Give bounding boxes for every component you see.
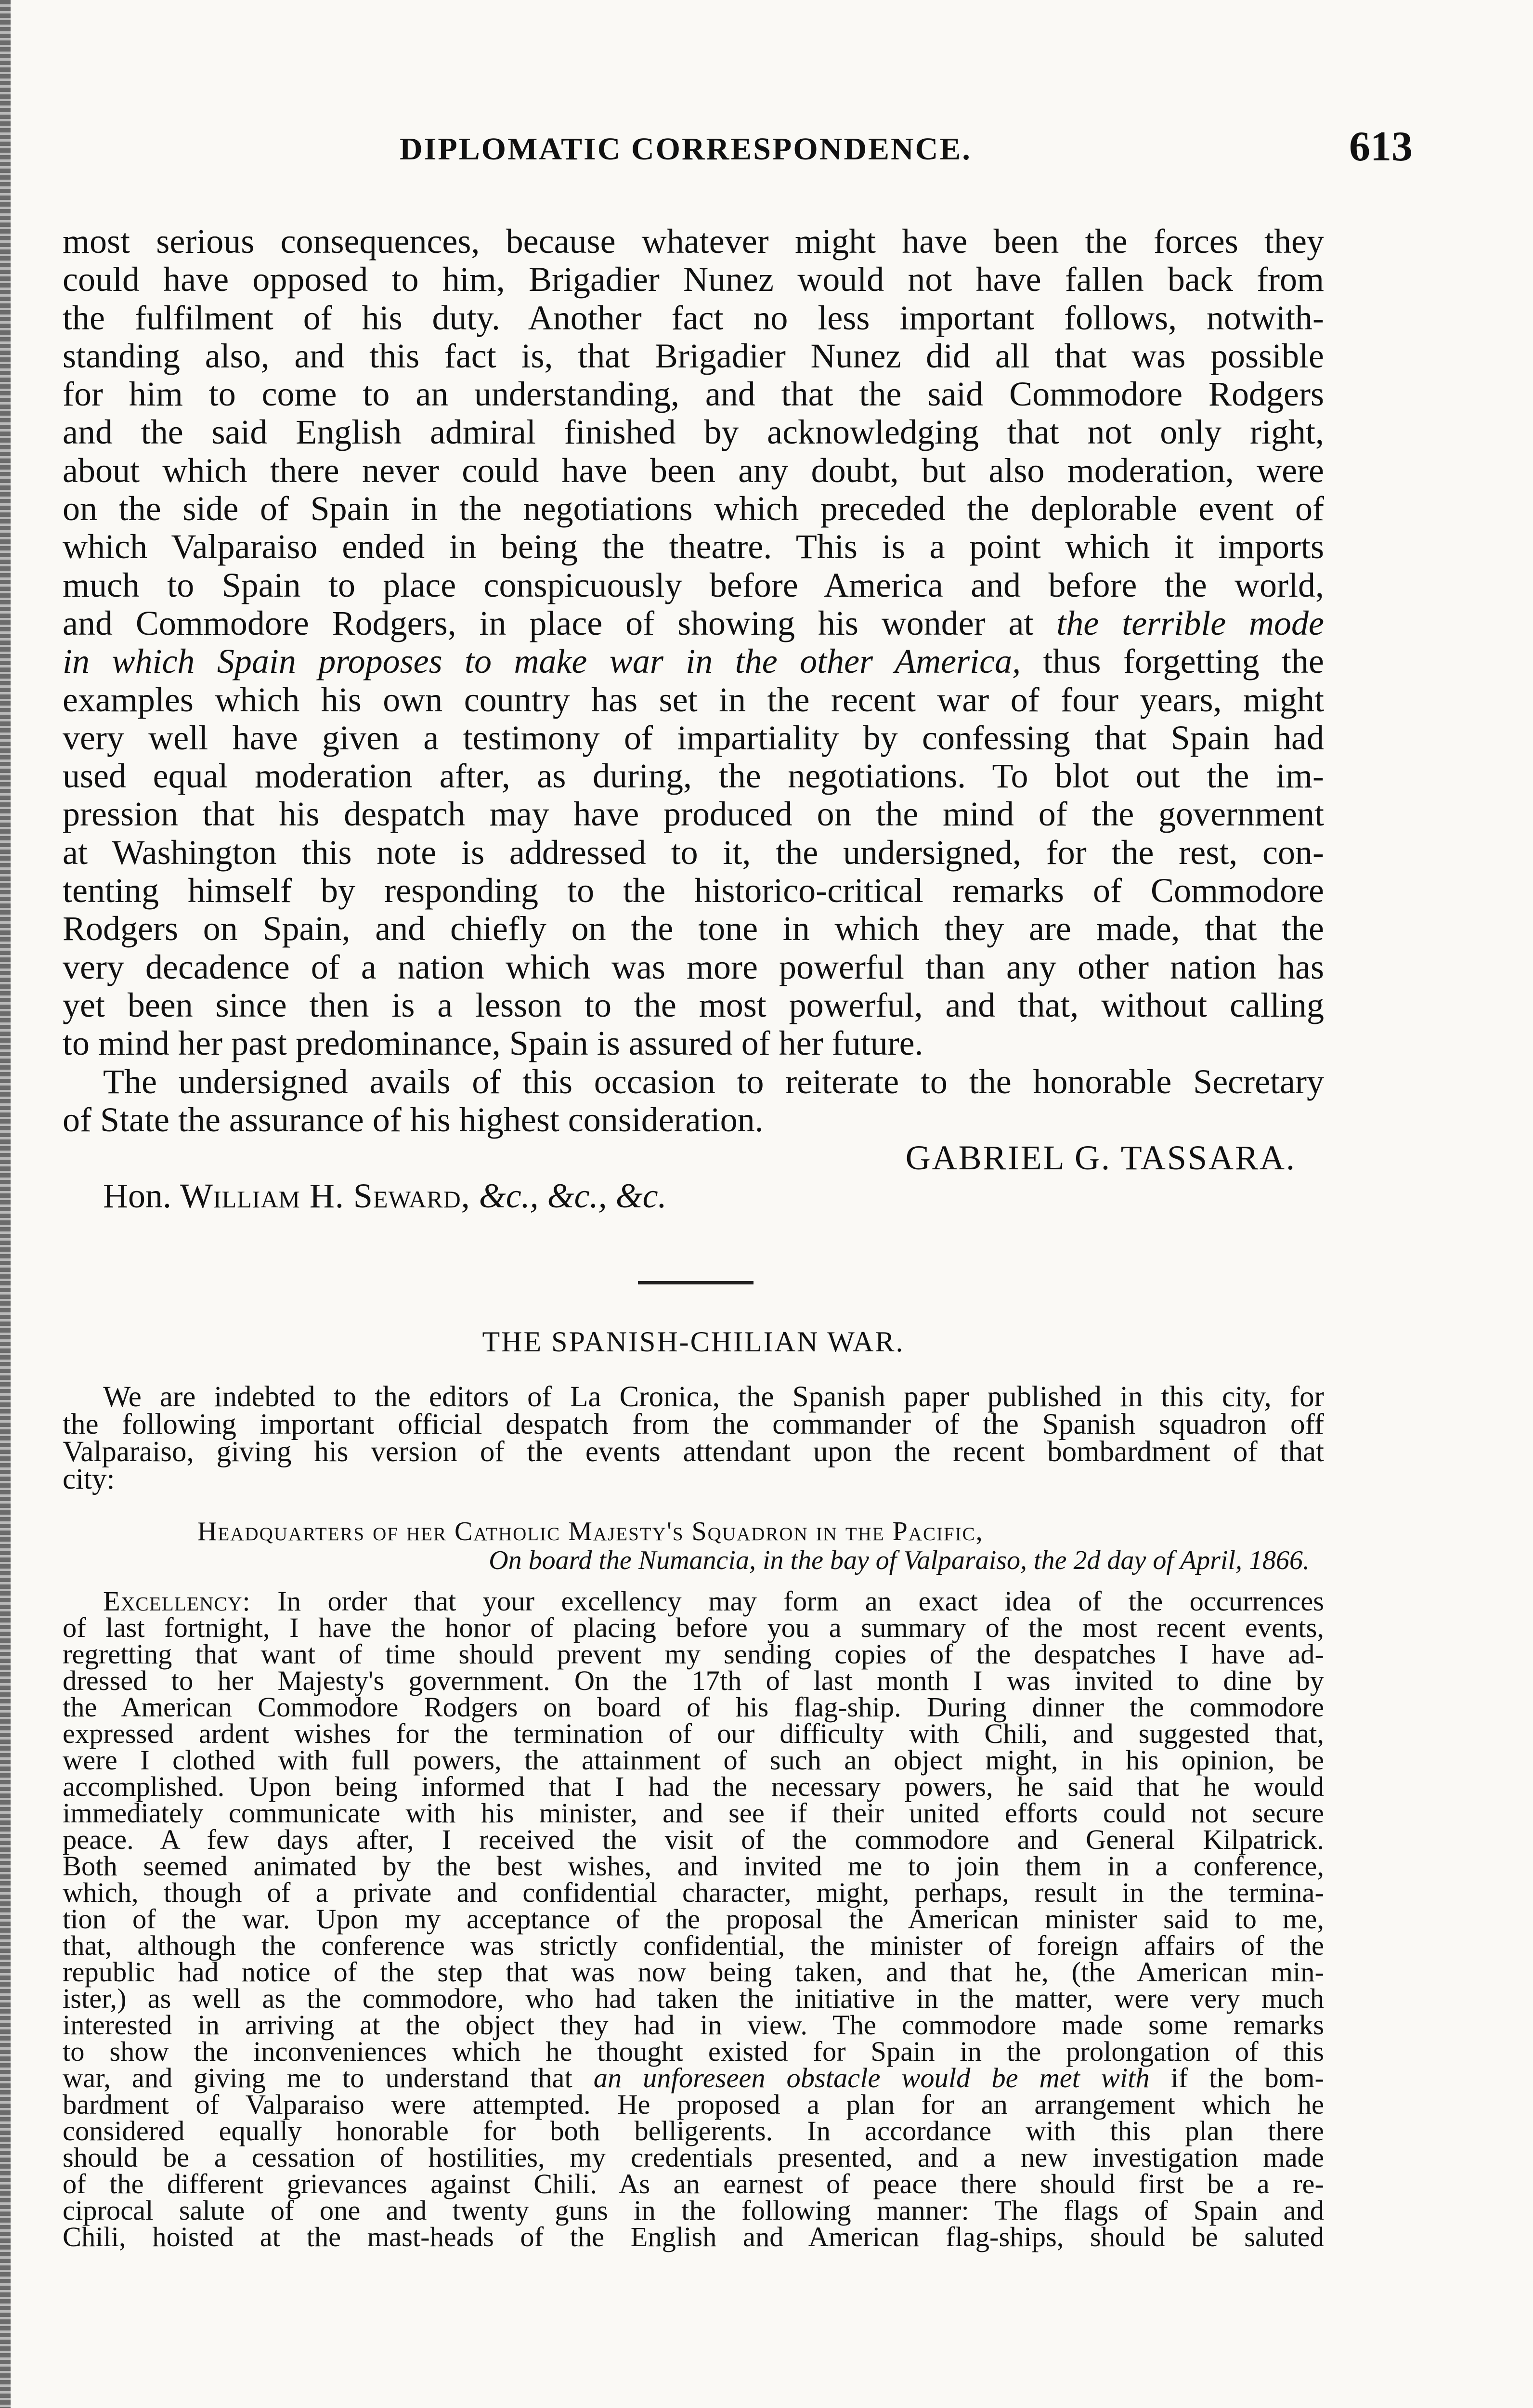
text-line: republic had notice of the step that was now being taken, and that he, (the American min- bbox=[63, 1956, 1324, 1988]
text-line: bardment of Valparaiso were attempted. He proposed a plan for an arrangement which he bbox=[63, 2089, 1324, 2120]
text-line: which, though of a private and confidential character, might, perhaps, result in the termina- bbox=[63, 1877, 1324, 1908]
text-line: We are indebted to the editors of La Cronica, the Spanish paper published in this city, for bbox=[103, 1381, 1324, 1413]
text-line: Valparaiso, giving his version of the events attendant upon the recent bombardment of that bbox=[63, 1436, 1324, 1468]
section-title: THE SPANISH-CHILIAN WAR. bbox=[482, 1326, 905, 1358]
text-line: dressed to her Majesty's government. On the 17th of last month I was invited to dine by bbox=[63, 1665, 1324, 1696]
signature-line bbox=[63, 1139, 1324, 1177]
section-divider bbox=[638, 1281, 754, 1284]
text-run: thus forgetting the bbox=[1021, 642, 1324, 681]
text-line: were I clothed with full powers, the attainment of such an object might, in his opinion, be bbox=[63, 1744, 1324, 1776]
binding-gutter bbox=[0, 0, 11, 2408]
text-line bbox=[63, 2062, 1325, 2094]
text-line: very decadence of a nation which was more powerful than any other nation has bbox=[63, 947, 1324, 986]
text-line: much to Spain to place conspicuously before America and before the world, bbox=[63, 565, 1324, 604]
text-line: the fulfilment of his duty. Another fact no less important follows, notwith- bbox=[63, 298, 1324, 337]
text-line: standing also, and this fact is, that Brigadier Nunez did all that was possible bbox=[63, 336, 1324, 375]
letter-text bbox=[63, 222, 1324, 1216]
text-line: of last fortnight, I have the honor of placing before you a summary of the most recent events, bbox=[63, 1612, 1324, 1643]
text-line: could have opposed to him, Brigadier Nunez would not have fallen back from bbox=[63, 260, 1324, 299]
address-prefix: Hon. bbox=[103, 1177, 180, 1216]
text-run: war, and giving me to understand that bbox=[63, 2062, 572, 2094]
salutation: Excellency: bbox=[103, 1585, 251, 1617]
italic-text: an unforeseen obstacle would be met with bbox=[593, 2062, 1150, 2094]
page-number: 613 bbox=[1349, 123, 1413, 170]
text-line: ciprocal salute of one and twenty guns in the following manner: The flags of Spain and bbox=[63, 2195, 1324, 2226]
running-title: DIPLOMATIC CORRESPONDENCE. bbox=[400, 131, 972, 167]
address-suffix: &c., &c., &c. bbox=[470, 1177, 667, 1216]
despatch-heading-line: Headquarters of her Catholic Majesty's Squadron in the Pacific, bbox=[197, 1517, 984, 1546]
text-line: Rodgers on Spain, and chiefly on the tone in which they are made, that the bbox=[63, 909, 1324, 948]
text-line: of State the assurance of his highest consideration. bbox=[63, 1100, 764, 1139]
address bbox=[63, 1177, 667, 1215]
text-line: Chili, hoisted at the mast-heads of the English and American flag-ships, should be saluted bbox=[63, 2221, 1324, 2252]
text-line: which Valparaiso ended in being the theatre. This is a point which it imports bbox=[63, 527, 1324, 566]
text-line: yet been since then is a lesson to the most powerful, and that, without calling bbox=[63, 985, 1324, 1024]
text-line bbox=[63, 604, 1324, 642]
text-line: to mind her past predominance, Spain is assured of her future. bbox=[63, 1024, 923, 1063]
text-line: to show the inconveniences which he thought existed for Spain in the prolongation of this bbox=[63, 2036, 1324, 2067]
text-line: that, although the conference was strictly confidential, the minister of foreign affairs of the bbox=[63, 1930, 1324, 1961]
page-header bbox=[63, 123, 1413, 184]
text-line: expressed ardent wishes for the termination of our difficulty with Chili, and suggested that, bbox=[63, 1718, 1324, 1749]
text-line: examples which his own country has set in the recent war of four years, might bbox=[63, 680, 1324, 719]
text-line: at Washington this note is addressed to it, the undersigned, for the rest, con- bbox=[63, 833, 1324, 872]
text-line: regretting that want of time should prevent my sending copies of the despatches I have ad- bbox=[63, 1638, 1324, 1670]
text-line: about which there never could have been any doubt, but also moderation, were bbox=[63, 451, 1324, 490]
text-line: ister,) as well as the commodore, who had taken the initiative in the matter, were very much bbox=[63, 1983, 1324, 2014]
text-line: used equal moderation after, as during, the negotiations. To blot out the im- bbox=[63, 757, 1324, 796]
text-line: tion of the war. Upon my acceptance of the proposal the American minister said to me, bbox=[63, 1903, 1324, 1935]
address-line bbox=[63, 1177, 1324, 1215]
text-run: and Commodore Rodgers, in place of showing his wonder at bbox=[63, 603, 1034, 642]
address-name: William H. Seward, bbox=[180, 1177, 470, 1216]
text-line: accomplished. Upon being informed that I had the necessary powers, he said that he would bbox=[63, 1771, 1324, 1802]
italic-text: the terrible mode bbox=[1056, 603, 1325, 642]
text-line: pression that his despatch may have produced on the mind of the government bbox=[63, 795, 1324, 834]
text-line: most serious consequences, because whatever might have been the forces they bbox=[63, 222, 1324, 261]
text-line: and the said English admiral finished by acknowledging that not only right, bbox=[63, 413, 1324, 452]
text-line: The undersigned avails of this occasion to reiterate to the honorable Secretary bbox=[103, 1062, 1324, 1101]
text-line: peace. A few days after, I received the visit of the commodore and General Kilpatrick. bbox=[63, 1824, 1324, 1855]
despatch-text bbox=[63, 1585, 1325, 2252]
text-line: interested in arriving at the object they had in view. The commodore made some remarks bbox=[63, 2009, 1324, 2041]
text-line: for him to come to an understanding, and that the said Commodore Rodgers bbox=[63, 375, 1324, 414]
text-line: tenting himself by responding to the historico-critical remarks of Commodore bbox=[63, 871, 1324, 910]
text-run: if the bom- bbox=[1149, 2062, 1325, 2094]
signature: GABRIEL G. TASSARA. bbox=[905, 1139, 1296, 1178]
despatch-heading bbox=[63, 1517, 1324, 1575]
text-line bbox=[63, 1585, 1324, 1617]
text-line: should be a cessation of hostilities, my credentials presented, and a new investigation made bbox=[63, 2142, 1324, 2173]
text-line: very well have given a testimony of impartiality by confessing that Spain had bbox=[63, 718, 1324, 757]
text-line: Both seemed animated by the best wishes, and invited me to join them in a conference, bbox=[63, 1850, 1324, 1882]
text-line bbox=[63, 642, 1324, 681]
text-line: considered equally honorable for both belligerents. In accordance with this plan there bbox=[63, 2115, 1324, 2146]
text-line: city: bbox=[63, 1463, 115, 1495]
text-line: of the different grievances against Chili. As an earnest of peace there should first be a re- bbox=[63, 2168, 1324, 2199]
text-line: the following important official despatch from the commander of the Spanish squadron off bbox=[63, 1408, 1324, 1440]
text-line: the American Commodore Rodgers on board of his flag-ship. During dinner the commodore bbox=[63, 1691, 1324, 1723]
intro-paragraph bbox=[63, 1383, 1324, 1493]
text-run: In order that your excellency may form an exact idea of the occurrences bbox=[250, 1585, 1324, 1617]
despatch-dateline: On board the Numancia, in the bay of Valparaiso, the 2d day of April, 1866. bbox=[489, 1545, 1310, 1575]
text-line: immediately communicate with his minister, and see if their united efforts could not secure bbox=[63, 1797, 1324, 1829]
text-line: on the side of Spain in the negotiations which preceded the deplorable event of bbox=[63, 489, 1324, 528]
italic-text: in which Spain proposes to make war in the other America, bbox=[63, 642, 1021, 681]
